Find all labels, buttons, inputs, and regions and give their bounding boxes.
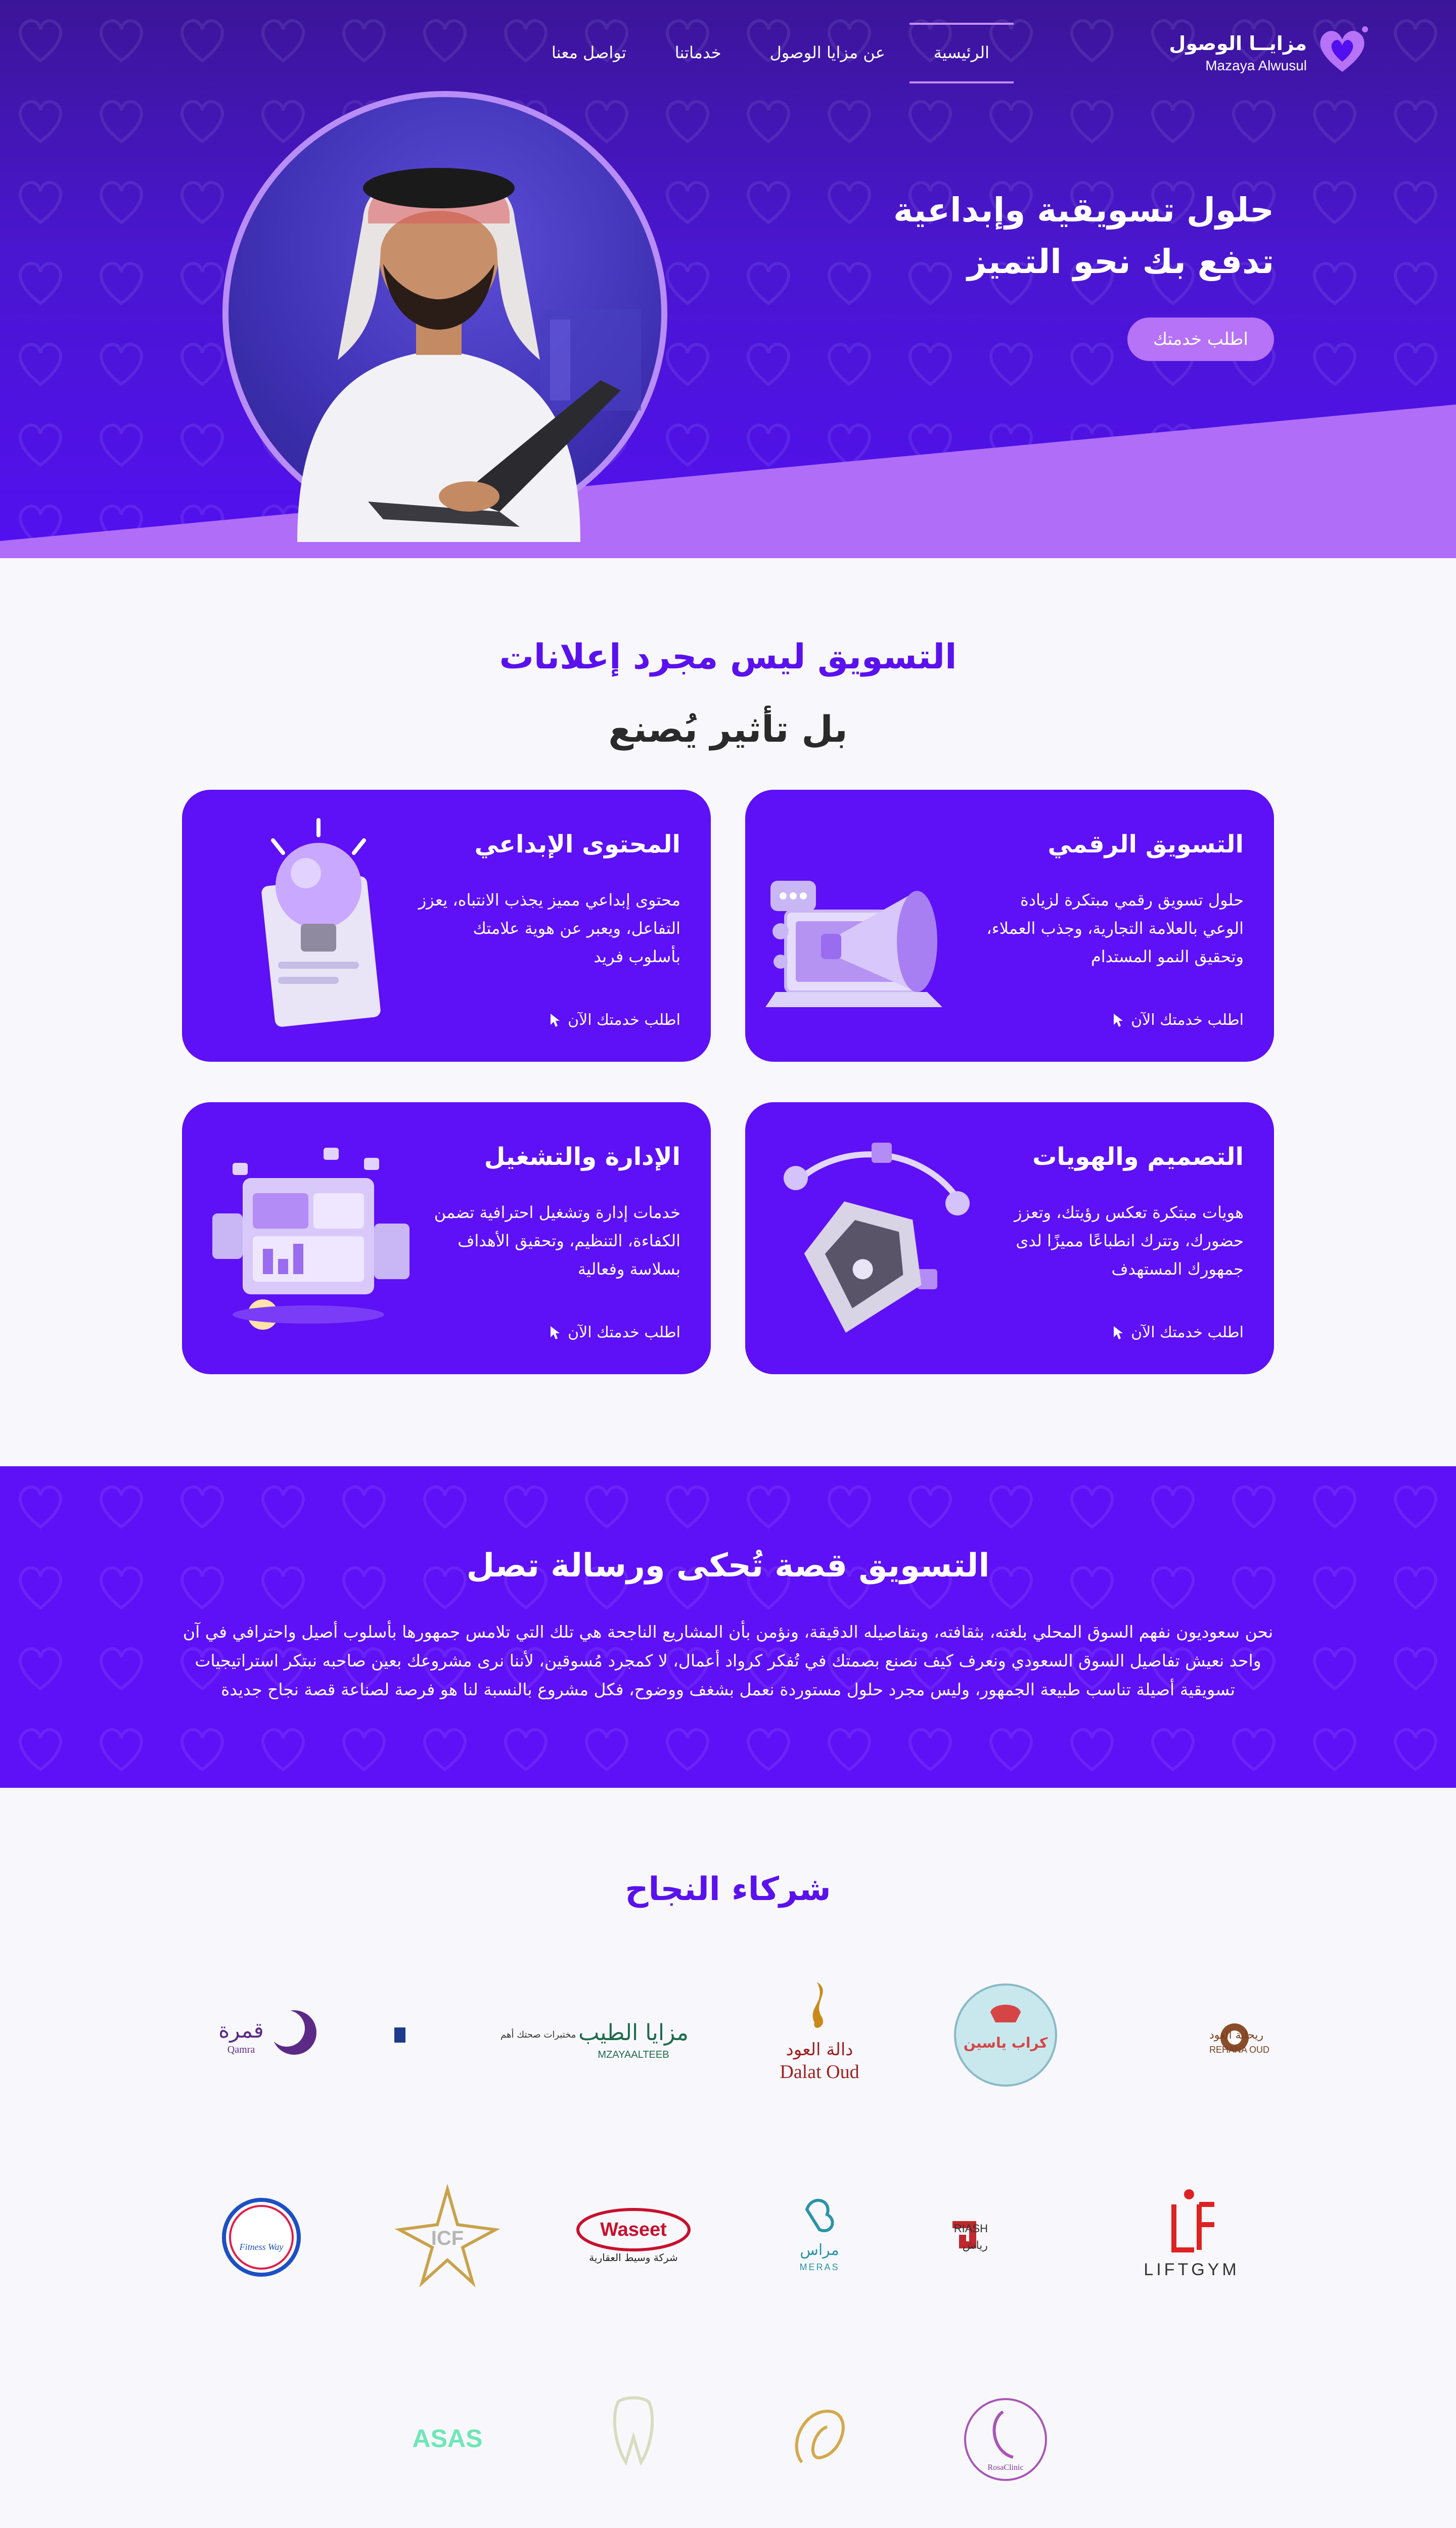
request-service-button[interactable]: اطلب خدمتك [1127,318,1274,361]
person-illustration [216,97,661,542]
nav-item-home[interactable]: الرئيسية [909,23,1014,83]
partner-text: كراب ياسين [963,2035,1048,2051]
partner-text: رياش [962,2239,988,2252]
service-card-title: التصميم والهويات [1032,1143,1244,1171]
partner-text: Waseet [600,2219,667,2240]
partners-title: شركاء النجاح [625,1871,831,1908]
service-card-title: المحتوى الإبداعي [474,830,680,859]
megaphone-illustration [765,810,978,1043]
partner-text: Qamra [227,2044,255,2055]
partner-logo-karab [942,1972,1069,2098]
partner-text: مختبرات صحتك أهم [500,2029,576,2040]
partner-logo-dalat-oud [756,1972,883,2098]
partner-text: MZAYAALTEEB [598,2049,669,2060]
logo-english-text: Mazaya Alwusul [1205,58,1307,73]
partner-logo-meras [756,2174,883,2300]
service-card-design-identity[interactable] [745,1102,1274,1374]
hero-person-photo [222,91,667,536]
cta-label: اطلب خدمتك الآن [568,1324,680,1341]
hero-section [0,0,1456,558]
service-card-desc: حلول تسويق رقمي مبتكرة لزيادة الوعي بالعلامة التجارية، وجذب العملاء، وتحقيق النمو المستدام [986,890,1244,966]
partner-text: دالة العود [786,2040,853,2060]
partner-text: REHANA OUD [1209,2045,1270,2055]
cta-label: اطلب خدمتك الآن [568,1011,680,1029]
partner-logo-rosa-clinic [942,2376,1069,2503]
partner-text: Dalat Oud [780,2061,859,2083]
partner-text: مراس [800,2241,839,2259]
service-card-cta[interactable] [549,1324,680,1341]
nav-item-about[interactable]: عن مزايا الوصول [769,43,885,62]
story-text: نحن سعوديون نفهم السوق المحلي بلغته، بثقافته، وبتفاصيله الدقيقة، ونؤمن بأن المشاريع الناجحة هي تلك التي تلامس جمهورها بأسلوب أصيل واحترافي في آن واحد نعيش تفاصيل السوق السعودي ونعرف كيف نصنع بصمتك في تُفكر كرواد أعمال، لا كمجرد مُسوقين، لأننا نرى مشروعك بعين صاحبه نبتكر استراتيجيات تسويقية أصيلة تناسب طبيعة الجمهور، وليس مجرد حلول مستوردة نعمل بشغف ووضوح، فكل مشروع بالنسبة لنا هو فرصة لصناعة قصة نجاح جديدة [183,1622,1273,1699]
service-card-desc: خدمات إدارة وتشغيل احترافية تضمن الكفاءة، التنظيم، وتحقيق الأهداف بسلاسة وفعالية [434,1203,680,1279]
partner-logo-asas [384,2376,511,2503]
logo-arabic-text: مزايــا الوصول [1169,32,1307,55]
partner-text: شركة وسيط العقارية [589,2251,678,2264]
cursor-icon [549,1013,561,1028]
partner-text: ICF [431,2227,464,2249]
pen-tool-illustration [765,1122,978,1355]
partner-text: قمرة [218,2018,264,2043]
service-card-title: التسويق الرقمي [1048,830,1244,859]
partner-logo-qamra [198,1972,325,2098]
service-card-digital-marketing[interactable] [745,790,1274,1062]
partner-text: ريحانة العود [1209,2029,1264,2042]
service-card-management[interactable] [182,1102,711,1374]
partner-logo-gold-monogram [756,2376,883,2503]
partner-text: LIFTGYM [1144,2260,1240,2279]
nav-links [527,23,1014,83]
service-card-title: الإدارة والتشغيل [484,1143,680,1171]
partner-logo-fitness-way [198,2174,325,2300]
nav-item-contact[interactable]: تواصل معنا [551,43,626,62]
cta-label: اطلب خدمتك الآن [1131,1011,1244,1029]
partner-text: RIASH [953,2222,988,2235]
partner-text: مزايا الطيب [578,2020,689,2046]
partner-logo-riash [942,2174,1069,2300]
service-card-cta[interactable] [1112,1011,1244,1029]
partner-logo-ahd-lab [384,1972,576,2098]
service-card-desc: هويات مبتكرة تعكس رؤيتك، وتعزز حضورك، وتترك انطباعًا مميزًا لدى جمهورك المستهدف [1014,1203,1244,1279]
lightbulb-illustration [202,810,415,1043]
partner-logo-liftgym [1128,2174,1255,2300]
partner-logo-waseet [570,2174,697,2300]
story-title: التسويق قصة تُحكى ورسالة تصل [466,1547,990,1585]
hero-title: حلول تسويقية وإبداعية تدفع بك نحو التميز [893,191,1274,282]
partner-logo-rehana-oud [1128,1972,1270,2098]
partner-logo-teeth-clinic [570,2376,697,2503]
cursor-icon [1112,1013,1124,1028]
nav-item-services[interactable]: خدماتنا [674,43,721,62]
header-logo[interactable] [1169,20,1370,81]
partner-text: MERAS [799,2262,840,2272]
top-navigation [0,0,1456,86]
cursor-icon [1112,1325,1124,1340]
partner-text: Fitness Way [239,2242,284,2252]
partner-text: RosaClinic [987,2463,1024,2472]
story-section [0,1466,1456,1788]
cta-label: اطلب خدمتك الآن [1131,1324,1244,1341]
partner-logo-icf [384,2174,511,2300]
cursor-icon [549,1325,561,1340]
logo-heart-icon [1314,25,1370,76]
service-card-creative-content[interactable] [182,790,711,1062]
services-title: التسويق ليس مجرد إعلانات [499,637,957,677]
service-card-cta[interactable] [1112,1324,1244,1341]
partner-logo-mzaya-alteeb [570,1972,697,2098]
services-subtitle: بل تأثير يُصنع [608,708,848,750]
service-card-desc: محتوى إبداعي مميز يجذب الانتباه، يعزز التفاعل، ويعبر عن هوية علامتك بأسلوب فريد [418,890,680,966]
service-card-cta[interactable] [549,1011,680,1029]
partner-text: ASAS [412,2424,483,2453]
dashboard-illustration [202,1122,415,1355]
